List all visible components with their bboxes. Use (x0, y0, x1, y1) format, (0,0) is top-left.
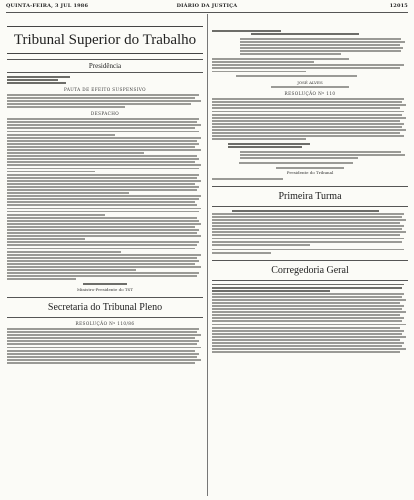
signature-title: Ministro-Presidente do TST (77, 287, 133, 293)
suspensive-effect-caption: PAUTA DE EFEITO SUSPENSIVO (64, 87, 146, 93)
second-signature-block (212, 167, 408, 175)
second-signature-title: Presidente do Tribunal (286, 169, 334, 175)
header-page-number: 12015 (389, 3, 408, 9)
resolution-summary (240, 38, 408, 55)
court-title: Tribunal Superior do Trabalho (7, 26, 203, 54)
first-turma-text (212, 210, 408, 246)
right-resolution-text (212, 98, 408, 140)
despacho-text (7, 118, 203, 280)
column-divider (207, 14, 208, 496)
second-summary (240, 151, 408, 159)
first-signature-name: JOSÉ ALVES (297, 80, 323, 86)
first-turma-footnote (212, 249, 408, 254)
running-header (6, 3, 408, 11)
corregedoria-heading: Corregedoria Geral (212, 260, 408, 281)
header-date: QUINTA-FEIRA, 3 JUL 1986 (6, 3, 89, 9)
corregedoria-text (212, 284, 408, 354)
signature-block (7, 283, 203, 292)
header-publication: DIÁRIO DA JUSTIÇA (176, 3, 238, 9)
plenary-resolution-caption: RESOLUÇÃO Nº 110/86 (75, 321, 135, 327)
right-column (212, 14, 408, 496)
first-turma-heading: Primeira Turma (212, 186, 408, 207)
first-signature-block (212, 80, 408, 88)
session-date-line (212, 75, 408, 77)
second-reference (212, 143, 408, 148)
left-column (7, 14, 203, 496)
presidency-heading: Presidência (7, 59, 203, 73)
second-date-line (212, 162, 408, 164)
right-resolution-caption: RESOLUÇÃO Nº 110 (284, 91, 336, 97)
resolution-reference (212, 30, 408, 35)
process-reference-block (7, 76, 203, 84)
note-line (212, 178, 408, 180)
procedimento-block (212, 58, 408, 72)
plenary-text (7, 328, 203, 364)
plenary-secretariat-heading: Secretaria do Tribunal Pleno (7, 297, 203, 318)
header-rule (6, 12, 408, 13)
parties-block (7, 94, 203, 108)
despacho-caption: DESPACHO (90, 111, 120, 117)
